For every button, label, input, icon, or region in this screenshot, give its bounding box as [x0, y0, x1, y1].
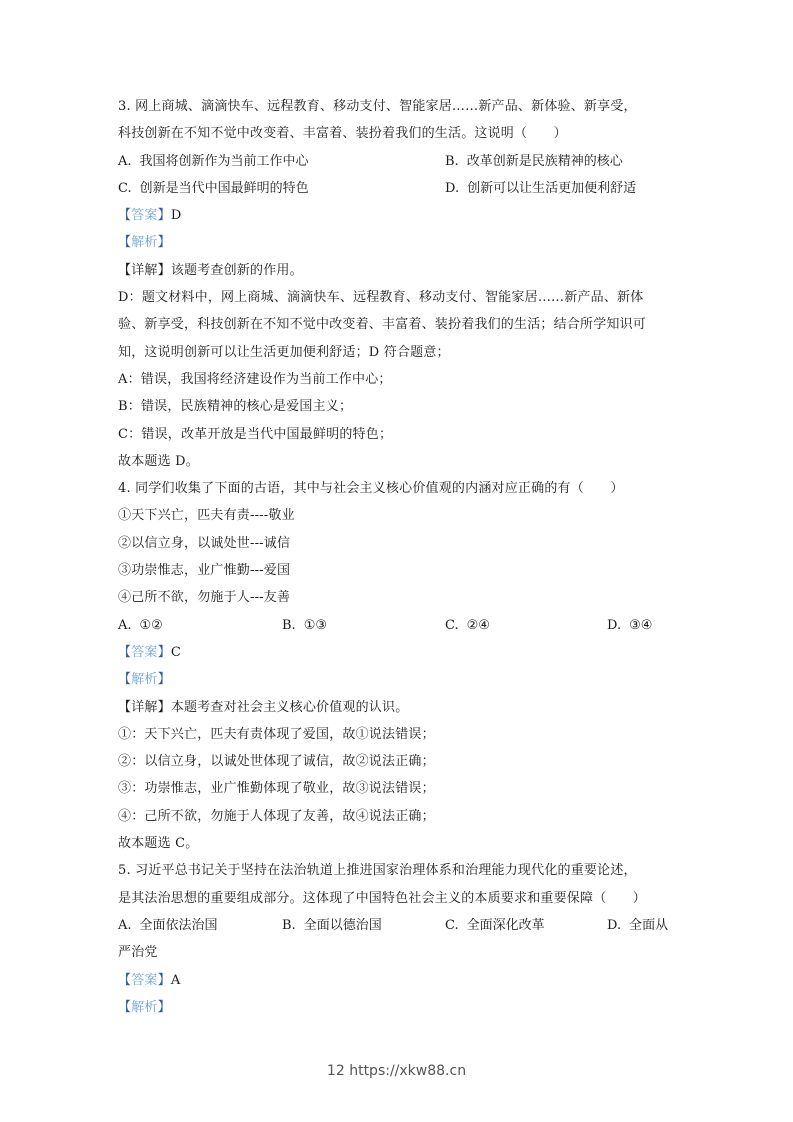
analysis-line — [118, 994, 678, 1021]
detail-line: A：错误，我国将经济建设作为当前工作中心； — [118, 371, 392, 387]
detail-line: 验、新享受，科技创新在不知不觉中改变着、丰富着、装扮着我们的生活；结合所学知识可 — [118, 317, 647, 333]
question-stem: 4. 同学们收集了下面的古语，其中与社会主义核心价值观的内涵对应正确的有（ ） — [118, 481, 624, 497]
options-row — [118, 612, 678, 639]
option-a: A. ①② — [118, 617, 163, 633]
option-d: D. 全面从 — [607, 917, 669, 933]
detail-line: D：题文材料中，网上商城、滴滴快车、远程教育、移动支付、智能家居……新产品、新体 — [118, 290, 644, 306]
analysis-tag: 【解析】 — [118, 999, 171, 1015]
detail-line: ②：以信立身，以诚处世体现了诚信，故②说法正确； — [118, 754, 435, 770]
question-stem: 5. 习近平总书记关于坚持在法治轨道上推进国家治理体系和治理能力现代化的重要论述， — [118, 863, 637, 879]
option-c: C. 创新是当代中国最鲜明的特色 — [118, 180, 309, 196]
analysis-line — [118, 666, 678, 693]
question-5 — [118, 857, 678, 1021]
exam-page — [118, 93, 678, 1021]
option-d: D. 创新可以让生活更加便利舒适 — [445, 180, 637, 196]
analysis-tag: 【解析】 — [118, 672, 171, 688]
analysis-line — [118, 229, 678, 256]
answer-value: A — [170, 972, 181, 988]
statement-1: ①天下兴亡，匹夫有责----敬业 — [118, 508, 295, 524]
answer-tag: 【答案】 — [118, 644, 171, 660]
analysis-tag: 【解析】 — [118, 235, 171, 251]
answer-value: D — [170, 208, 182, 224]
detail-tag: 【详解】 — [118, 699, 171, 715]
detail-conclusion: 故本题选 C。 — [118, 836, 199, 852]
statement-2: ②以信立身，以诚处世---诚信 — [118, 535, 291, 551]
detail-line: ④：己所不欲，勿施于人体现了友善，故④说法正确； — [118, 808, 435, 824]
detail-line: C：错误，改革开放是当代中国最鲜明的特色； — [118, 426, 393, 442]
options-row — [118, 148, 678, 175]
options-row — [118, 175, 678, 202]
question-stem: 3. 网上商城、滴滴快车、远程教育、移动支付、智能家居……新产品、新体验、新享受， — [118, 99, 637, 114]
answer-tag: 【答案】 — [118, 972, 171, 988]
answer-line — [118, 967, 678, 994]
options-row — [118, 912, 678, 939]
option-b: B. 全面以德治国 — [282, 917, 382, 933]
question-stem: 是其法治思想的重要组成部分。这体现了中国特色社会主义的本质要求和重要保障（ ） — [118, 890, 647, 906]
detail-conclusion: 故本题选 D。 — [118, 453, 199, 469]
detail-intro: 【详解】本题考查对社会主义核心价值观的认识。 — [118, 699, 409, 715]
detail-tag: 【详解】 — [118, 262, 171, 278]
page-footer — [0, 1063, 793, 1079]
option-a: A. 全面依法治国 — [118, 917, 218, 933]
option-d: D. ③④ — [607, 617, 653, 633]
option-c: C. ②④ — [445, 617, 490, 633]
option-c: C. 全面深化改革 — [445, 917, 545, 933]
option-d-wrap: 严治党 — [118, 945, 158, 961]
answer-tag: 【答案】 — [118, 208, 171, 224]
answer-line — [118, 639, 678, 666]
page-number: 12 — [326, 1063, 345, 1079]
detail-line: ①：天下兴亡，匹夫有责体现了爱国，故①说法错误； — [118, 726, 435, 742]
detail-intro: 【详解】该题考查创新的作用。 — [118, 262, 303, 278]
statement-4: ④己所不欲，勿施于人---友善 — [118, 590, 291, 606]
question-3 — [118, 93, 678, 475]
question-stem: 科技创新在不知不觉中改变着、丰富着、装扮着我们的生活。这说明（ ） — [118, 126, 567, 142]
option-b: B. 改革创新是民族精神的核心 — [445, 153, 623, 169]
detail-line: B：错误，民族精神的核心是爱国主义； — [118, 399, 353, 415]
site-watermark: https://xkw88.cn — [349, 1063, 467, 1079]
question-4 — [118, 475, 678, 857]
statement-3: ③功崇惟志，业广惟勤---爱国 — [118, 563, 291, 579]
option-b: B. ①③ — [282, 617, 327, 633]
detail-line: 知，这说明创新可以让生活更加便利舒适；D 符合题意； — [118, 344, 450, 360]
answer-value: C — [170, 644, 181, 660]
answer-line — [118, 202, 678, 229]
detail-line: ③：功崇惟志，业广惟勤体现了敬业，故③说法错误； — [118, 781, 435, 797]
option-a: A. 我国将创新作为当前工作中心 — [118, 153, 309, 169]
